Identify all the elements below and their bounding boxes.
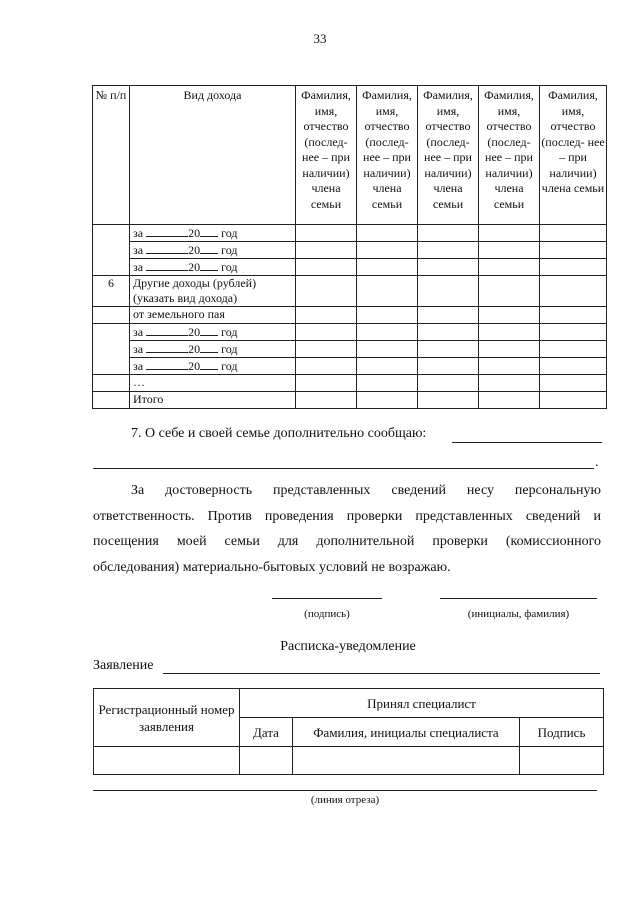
accepted-header: Принял специалист xyxy=(240,689,604,718)
income-table xyxy=(92,85,607,409)
date-header: Дата xyxy=(240,718,293,747)
year-row xyxy=(93,259,607,276)
page-number: 33 xyxy=(313,31,327,46)
year-row xyxy=(93,242,607,259)
section-7-fill-line-2 xyxy=(93,468,594,469)
land-share-row xyxy=(93,307,607,324)
header-number: № п/п xyxy=(93,86,130,225)
responsibility-paragraph: За достоверность представленных сведений несу персональную ответственность. Против проведения проверки представленных сведений и посещения моей семьи для дополнительной проверки (комиссионного обследования) материально-бытовых условий не возражаю. xyxy=(93,483,601,575)
land-share-label: от земельного пая xyxy=(130,307,296,324)
signature-header: Подпись xyxy=(520,718,604,747)
receipt-title: Расписка-уведомление xyxy=(280,639,416,654)
year-label: за 20 год xyxy=(130,341,296,358)
total-row xyxy=(93,392,607,409)
receipt-empty-row xyxy=(94,747,604,775)
header-member-3: Фамилия, имя, отчество (послед- нее – при наличии) члена семьи xyxy=(418,86,479,225)
section-7-text: 7. О себе и своей семье дополнительно сообщаю: xyxy=(131,426,427,441)
application-line xyxy=(163,673,600,674)
section-7-end-mark: . xyxy=(595,455,599,470)
ellipsis-row xyxy=(93,375,607,392)
name-caption: (инициалы, фамилия) xyxy=(467,608,570,620)
header-income-type: Вид дохода xyxy=(130,86,296,225)
reg-number-header: Регистрационный номер заявления xyxy=(94,689,240,747)
year-row xyxy=(93,341,607,358)
header-member-2: Фамилия, имя, отчество (послед- нее – при наличии) члена семьи xyxy=(357,86,418,225)
header-member-1: Фамилия, имя, отчество (послед- нее – при наличии) члена семьи xyxy=(296,86,357,225)
receipt-table xyxy=(93,688,604,775)
cut-line xyxy=(93,790,597,791)
header-member-4: Фамилия, имя, отчество (послед- нее – при наличии) члена семьи xyxy=(479,86,540,225)
header-member-5: Фамилия, имя, отчество (послед- нее – при наличии) члена семьи xyxy=(540,86,607,225)
cut-line-caption: (линия отреза) xyxy=(310,794,380,806)
year-row xyxy=(93,324,607,341)
year-row xyxy=(93,358,607,375)
signature-line xyxy=(272,598,382,599)
signature-caption: (подпись) xyxy=(304,608,350,620)
year-label: за 20 год xyxy=(130,259,296,276)
year-label: за 20 год xyxy=(130,358,296,375)
ellipsis: … xyxy=(130,375,296,392)
header-row xyxy=(93,86,607,225)
row-6-number: 6 xyxy=(93,276,130,307)
specialist-name-header: Фамилия, инициалы специалиста xyxy=(293,718,520,747)
section-7-fill-line xyxy=(452,442,602,443)
year-label: за 20 год xyxy=(130,324,296,341)
year-label: за 20 год xyxy=(130,242,296,259)
name-line xyxy=(440,598,597,599)
year-label: за 20 год xyxy=(130,225,296,242)
row-6-label: Другие доходы (рублей) (указать вид дохода) xyxy=(130,276,296,307)
application-label: Заявление xyxy=(93,658,154,673)
total-label: Итого xyxy=(130,392,296,409)
row-6 xyxy=(93,276,607,307)
year-row xyxy=(93,225,607,242)
